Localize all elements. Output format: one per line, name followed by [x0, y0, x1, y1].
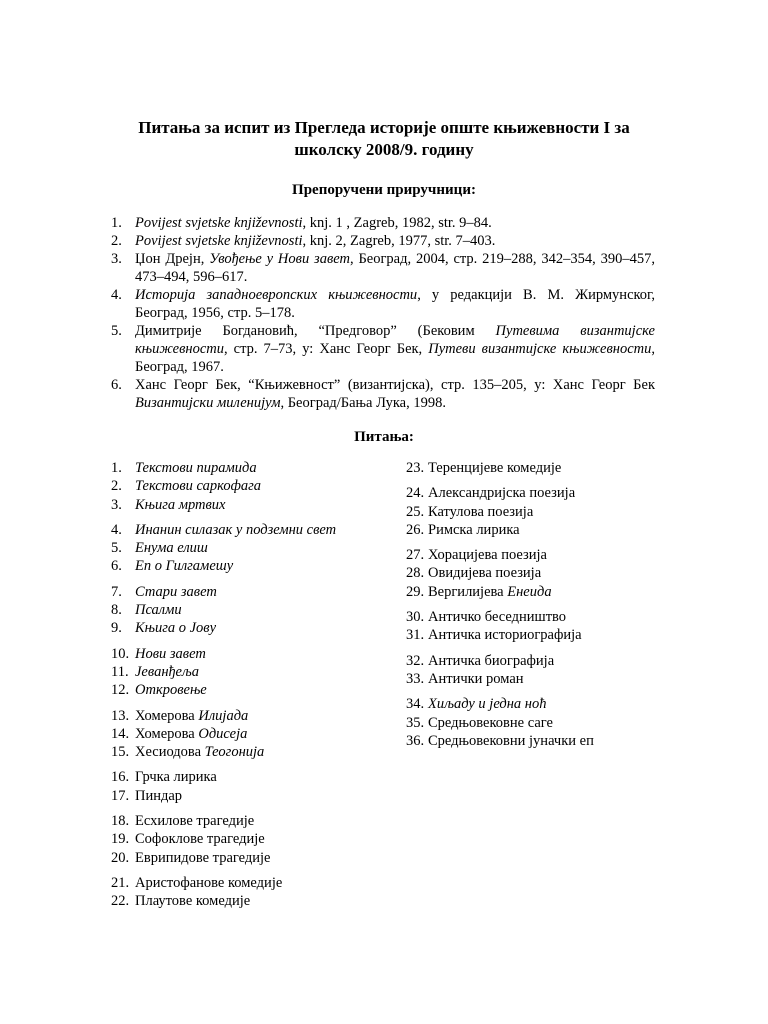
italic-title-text: Инанин силазак у подземни свет — [135, 521, 337, 538]
question-text — [135, 601, 401, 619]
question-group — [406, 695, 668, 750]
question-text — [428, 608, 668, 626]
italic-title-text: Текстови пирамида — [135, 460, 257, 476]
question-text — [135, 812, 401, 830]
question-number: 24. — [406, 485, 425, 502]
question-text — [135, 619, 401, 637]
question-item — [406, 626, 668, 644]
question-item — [111, 619, 401, 637]
question-number: 29. — [406, 583, 425, 600]
question-group — [406, 546, 668, 601]
italic-title-text: Византијски миленијум — [135, 395, 281, 411]
question-item — [111, 849, 401, 867]
question-number: 4. — [111, 521, 122, 538]
question-text — [135, 539, 401, 557]
question-item — [111, 787, 401, 805]
text-fragment: , стр. 7–73, у: Ханс Георг Бек, — [223, 341, 429, 357]
question-number: 30. — [406, 609, 425, 626]
italic-title-text: Povijest svjetske književnosti — [135, 215, 303, 231]
text-fragment: Пиндар — [135, 787, 183, 804]
italic-title-text: Путеви византијске књижевности — [428, 341, 652, 357]
question-item — [406, 484, 668, 502]
references-list — [111, 214, 655, 412]
question-item — [111, 874, 401, 892]
question-item — [406, 732, 668, 750]
text-fragment: , knj. 2, Zagreb, 1977, str. 7–403. — [302, 233, 496, 249]
italic-title-text: Енеида — [507, 583, 552, 600]
text-fragment: Овидијева поезија — [428, 565, 542, 582]
question-item — [406, 714, 668, 732]
text-fragment: Еврипидове трагедије — [135, 849, 271, 866]
question-number: 26. — [406, 521, 425, 538]
question-item — [111, 892, 401, 910]
reference-item — [111, 250, 655, 286]
question-number: 21. — [111, 874, 130, 891]
italic-title-text: Стари завет — [135, 583, 217, 600]
question-number: 2. — [111, 478, 122, 495]
question-number: 28. — [406, 565, 425, 582]
question-number: 35. — [406, 714, 425, 731]
text-fragment: Александријска поезија — [428, 485, 576, 502]
questions-column-right — [406, 459, 668, 757]
text-fragment: Ханс Георг Бек, “Књижевност” (византијска), стр. 135–205, у: Ханс Георг Бек — [135, 377, 655, 393]
question-number: 3. — [111, 496, 122, 513]
reference-item — [111, 286, 655, 322]
question-group — [111, 707, 401, 762]
question-item — [111, 496, 401, 514]
question-item — [111, 663, 401, 681]
reference-text — [135, 376, 655, 412]
question-group — [111, 521, 401, 576]
question-text — [135, 707, 401, 725]
question-item — [406, 695, 668, 713]
question-number: 10. — [111, 645, 130, 662]
italic-title-text: Књига мртвих — [135, 496, 226, 513]
question-text — [428, 484, 668, 502]
text-fragment: Хесиодова — [135, 744, 205, 761]
italic-title-text: Нови завет — [135, 645, 206, 662]
reference-item — [111, 376, 655, 412]
question-number: 7. — [111, 583, 122, 600]
text-fragment: Хомерова — [135, 707, 199, 724]
question-number: 14. — [111, 725, 130, 742]
question-number: 23. — [406, 460, 425, 476]
question-number: 36. — [406, 732, 425, 749]
reference-number: 5. — [111, 323, 122, 339]
text-fragment: Античко беседништво — [428, 609, 567, 626]
italic-title-text: Теогонија — [204, 744, 265, 761]
italic-title-text: Хиљаду и једна ноћ — [428, 696, 547, 713]
text-fragment: Теренцијеве комедије — [428, 460, 562, 476]
question-number: 11. — [111, 663, 129, 680]
question-text — [135, 477, 401, 495]
question-text — [135, 459, 401, 477]
question-item — [111, 459, 401, 477]
question-item — [111, 743, 401, 761]
question-item — [111, 681, 401, 699]
question-group — [111, 645, 401, 700]
reference-number: 3. — [111, 251, 122, 267]
reference-text — [135, 322, 655, 376]
question-number: 1. — [111, 460, 122, 476]
document-title — [100, 117, 668, 161]
question-number: 27. — [406, 547, 425, 564]
italic-title-text: Псалми — [135, 602, 182, 619]
text-fragment: Хорацијева поезија — [428, 547, 547, 564]
question-group — [406, 608, 668, 645]
question-group — [406, 484, 668, 539]
question-item — [406, 583, 668, 601]
question-item — [111, 601, 401, 619]
text-fragment: Софоклове трагедије — [135, 831, 265, 848]
reference-text — [135, 214, 655, 232]
text-fragment: Средњовековне саге — [428, 714, 553, 731]
italic-title-text: Откровење — [135, 682, 207, 699]
question-number: 19. — [111, 831, 130, 848]
reference-number: 6. — [111, 377, 122, 393]
question-item — [111, 830, 401, 848]
question-text — [135, 583, 401, 601]
text-fragment: Џон Дрејн, — [135, 251, 210, 267]
question-item — [111, 557, 401, 575]
question-item — [111, 521, 401, 539]
reference-number: 4. — [111, 287, 122, 303]
italic-title-text: Јеванђеља — [135, 663, 199, 680]
italic-title-text: Текстови саркофага — [135, 478, 262, 495]
question-text — [135, 645, 401, 663]
question-text — [428, 521, 668, 539]
italic-title-text: Povijest svjetske književnosti — [135, 233, 303, 249]
question-text — [135, 681, 401, 699]
question-text — [428, 546, 668, 564]
text-fragment: Катулова поезија — [428, 503, 534, 520]
question-text — [428, 626, 668, 644]
question-number: 12. — [111, 682, 130, 699]
text-fragment: Античка историографија — [428, 627, 582, 644]
question-text — [135, 557, 401, 575]
question-text — [428, 652, 668, 670]
text-fragment: , Београд, 1967. — [135, 341, 655, 375]
question-text — [135, 725, 401, 743]
question-text — [428, 695, 668, 713]
question-text — [135, 787, 401, 805]
italic-title-text: Енума елиш — [135, 540, 208, 557]
question-item — [406, 459, 668, 477]
question-number: 25. — [406, 503, 425, 520]
reference-item — [111, 214, 655, 232]
question-number: 8. — [111, 602, 122, 619]
question-text — [428, 503, 668, 521]
question-text — [135, 663, 401, 681]
text-fragment: , knj. 1 , Zagreb, 1982, str. 9–84. — [302, 215, 492, 231]
question-number: 6. — [111, 558, 122, 575]
references-heading: Препоручени приручници: — [292, 182, 476, 198]
question-group — [111, 768, 401, 805]
italic-title-text: Увођење у Нови завет — [209, 251, 350, 267]
question-item — [406, 546, 668, 564]
question-number: 18. — [111, 813, 130, 830]
question-number: 33. — [406, 670, 425, 687]
question-number: 16. — [111, 769, 130, 786]
text-fragment: , у редакцији В. М. Жирмунског, Београд, 1956, стр. 5–178. — [135, 287, 655, 321]
question-item — [111, 583, 401, 601]
reference-text — [135, 250, 655, 286]
question-text — [135, 743, 401, 761]
reference-item — [111, 322, 655, 376]
text-fragment: Аристофанове комедије — [135, 874, 283, 891]
text-fragment: Римска лирика — [428, 521, 520, 538]
question-text — [135, 830, 401, 848]
text-fragment: Средњовековни јуначки еп — [428, 732, 594, 749]
question-number: 9. — [111, 620, 122, 637]
text-fragment: Есхилове трагедије — [135, 813, 255, 830]
question-item — [111, 645, 401, 663]
questions-heading: Питања: — [354, 429, 414, 445]
question-text — [135, 496, 401, 514]
question-item — [111, 812, 401, 830]
question-item — [406, 608, 668, 626]
question-group — [111, 459, 401, 514]
question-number: 22. — [111, 893, 130, 910]
reference-text — [135, 286, 655, 322]
question-text — [135, 849, 401, 867]
question-number: 17. — [111, 787, 130, 804]
italic-title-text: Путевима византијске књижевности — [135, 323, 655, 357]
question-group — [111, 812, 401, 867]
italic-title-text: Илијада — [198, 707, 249, 724]
question-group — [111, 874, 401, 911]
italic-title-text: Књига о Јову — [135, 620, 217, 637]
question-text — [428, 714, 668, 732]
question-item — [406, 652, 668, 670]
question-text — [428, 564, 668, 582]
text-fragment: Вергилијева — [428, 583, 508, 600]
question-group — [406, 652, 668, 689]
text-fragment: , Београд, 2004, стр. 219–288, 342–354, 390–457, 473–494, 596–617. — [135, 251, 655, 285]
question-item — [111, 477, 401, 495]
reference-text — [135, 232, 655, 250]
text-fragment: Димитрије Богдановић, “Предговор” (Бековим — [135, 323, 496, 339]
question-item — [406, 564, 668, 582]
title-line-2: школску 2008/9. годину — [294, 140, 474, 159]
question-text — [135, 521, 401, 539]
question-text — [135, 874, 401, 892]
text-fragment: Грчка лирика — [135, 769, 217, 786]
question-text — [135, 768, 401, 786]
question-number: 31. — [406, 627, 425, 644]
question-item — [406, 521, 668, 539]
question-number: 34. — [406, 696, 425, 713]
text-fragment: Античка биографија — [428, 652, 555, 669]
reference-number: 2. — [111, 233, 122, 249]
question-number: 5. — [111, 540, 122, 557]
question-number: 20. — [111, 849, 130, 866]
question-item — [406, 503, 668, 521]
title-line-1: Питања за испит из Прегледа историје опште књижевности I за — [138, 118, 630, 137]
question-item — [111, 707, 401, 725]
question-text — [428, 670, 668, 688]
text-fragment: Антички роман — [428, 670, 524, 687]
question-group — [406, 459, 668, 477]
question-item — [111, 539, 401, 557]
text-fragment: Хомерова — [135, 725, 199, 742]
reference-item — [111, 232, 655, 250]
question-item — [111, 725, 401, 743]
question-number: 15. — [111, 744, 130, 761]
question-item — [406, 670, 668, 688]
italic-title-text: Историја западноевропских књижевности — [135, 287, 418, 303]
question-item — [111, 768, 401, 786]
question-text — [428, 583, 668, 601]
question-group — [111, 583, 401, 638]
question-text — [428, 732, 668, 750]
question-text — [135, 892, 401, 910]
questions-column-left — [111, 459, 401, 918]
italic-title-text: Одисеја — [198, 725, 248, 742]
text-fragment: , Београд/Бања Лука, 1998. — [280, 395, 446, 411]
question-text — [428, 459, 668, 477]
text-fragment: Плаутове комедије — [135, 893, 251, 910]
question-number: 32. — [406, 652, 425, 669]
question-number: 13. — [111, 707, 130, 724]
reference-number: 1. — [111, 215, 122, 231]
italic-title-text: Еп о Гилгамешу — [135, 558, 234, 575]
